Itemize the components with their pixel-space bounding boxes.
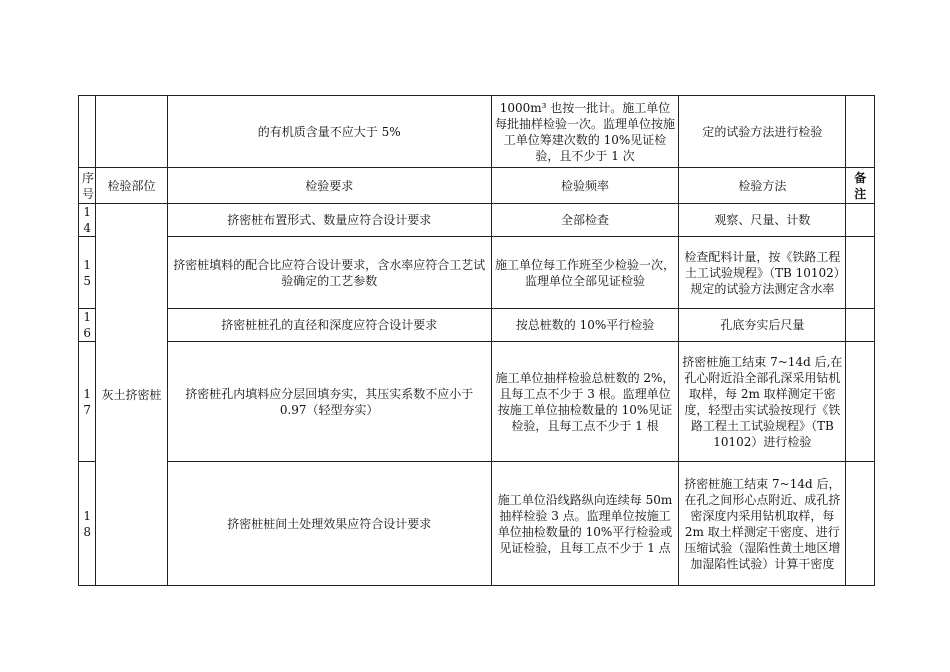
row-requirement: 挤密桩桩孔的直径和深度应符合设计要求 — [167, 309, 491, 342]
continuation-row — [79, 96, 875, 168]
row-requirement: 挤密桩桩间土处理效果应符合设计要求 — [167, 462, 491, 586]
row-frequency: 施工单位沿线路纵向连续每 50m 抽样检验 3 点。监理单位按施工单位抽检数量的 10%平行检验或见证检验，且每工点不少于 1 点 — [491, 462, 679, 586]
row-frequency: 施工单位每工作班至少检验一次，监理单位全部见证检验 — [491, 237, 679, 309]
table-row — [79, 462, 875, 586]
row-method: 检查配料计量，按《铁路工程土工试验规程》（TB 10102）规定的试验方法测定含水率 — [679, 237, 846, 309]
continuation-requirement: 的有机质含量不应大于 5% — [167, 96, 491, 168]
table-row — [79, 204, 875, 237]
part-group-cell: 灰土挤密桩 — [96, 204, 167, 586]
continuation-method: 定的试验方法进行检验 — [679, 96, 846, 168]
continuation-no-cell — [79, 96, 96, 168]
row-no: 14 — [79, 204, 96, 237]
header-frequency: 检验频率 — [491, 168, 679, 204]
row-note — [846, 342, 875, 462]
table-row — [79, 309, 875, 342]
table-row — [79, 342, 875, 462]
row-method: 观察、尺量、计数 — [679, 204, 846, 237]
row-note — [846, 309, 875, 342]
row-no: 16 — [79, 309, 96, 342]
header-method: 检验方法 — [679, 168, 846, 204]
row-no: 17 — [79, 342, 96, 462]
row-frequency: 施工单位抽样检验总桩数的 2%，且每工点不少于 3 根。监理单位按施工单位抽检数量的 10%见证检验，且每工点不少于 1 根 — [491, 342, 679, 462]
header-note: 备注 — [846, 168, 875, 204]
row-method: 挤密桩施工结束 7~14d 后,在孔心附近沿全部孔深采用钻机取样，每 2m 取样测定干密度，轻型击实试验按现行《铁路工程土工试验规程》（TB 10102）进行检验 — [679, 342, 846, 462]
row-method: 挤密桩施工结束 7~14d 后，在孔之间形心点附近、成孔挤密深度内采用钻机取样，每 2m 取土样测定干密度、进行压缩试验（湿陷性黄土地区增加湿陷性试验）计算干密度 — [679, 462, 846, 586]
continuation-frequency: 1000m³ 也按一批计。施工单位每批抽样检验一次。监理单位按施工单位筹建次数的 10%见证检验，且不少于 1 次 — [491, 96, 679, 168]
header-requirement: 检验要求 — [167, 168, 491, 204]
continuation-part-cell — [96, 96, 167, 168]
row-no: 18 — [79, 462, 96, 586]
row-note — [846, 204, 875, 237]
row-requirement: 挤密桩孔内填料应分层回填夯实，其压实系数不应小于 0.97（轻型夯实） — [167, 342, 491, 462]
row-note — [846, 237, 875, 309]
row-requirement: 挤密桩布置形式、数量应符合设计要求 — [167, 204, 491, 237]
row-requirement: 挤密桩填料的配合比应符合设计要求，含水率应符合工艺试验确定的工艺参数 — [167, 237, 491, 309]
header-row — [79, 168, 875, 204]
row-frequency: 按总桩数的 10%平行检验 — [491, 309, 679, 342]
table-row — [79, 237, 875, 309]
inspection-table — [78, 95, 875, 586]
row-note — [846, 462, 875, 586]
row-method: 孔底夯实后尺量 — [679, 309, 846, 342]
header-part: 检验部位 — [96, 168, 167, 204]
row-no: 15 — [79, 237, 96, 309]
continuation-note-cell — [846, 96, 875, 168]
header-no: 序号 — [79, 168, 96, 204]
row-frequency: 全部检查 — [491, 204, 679, 237]
